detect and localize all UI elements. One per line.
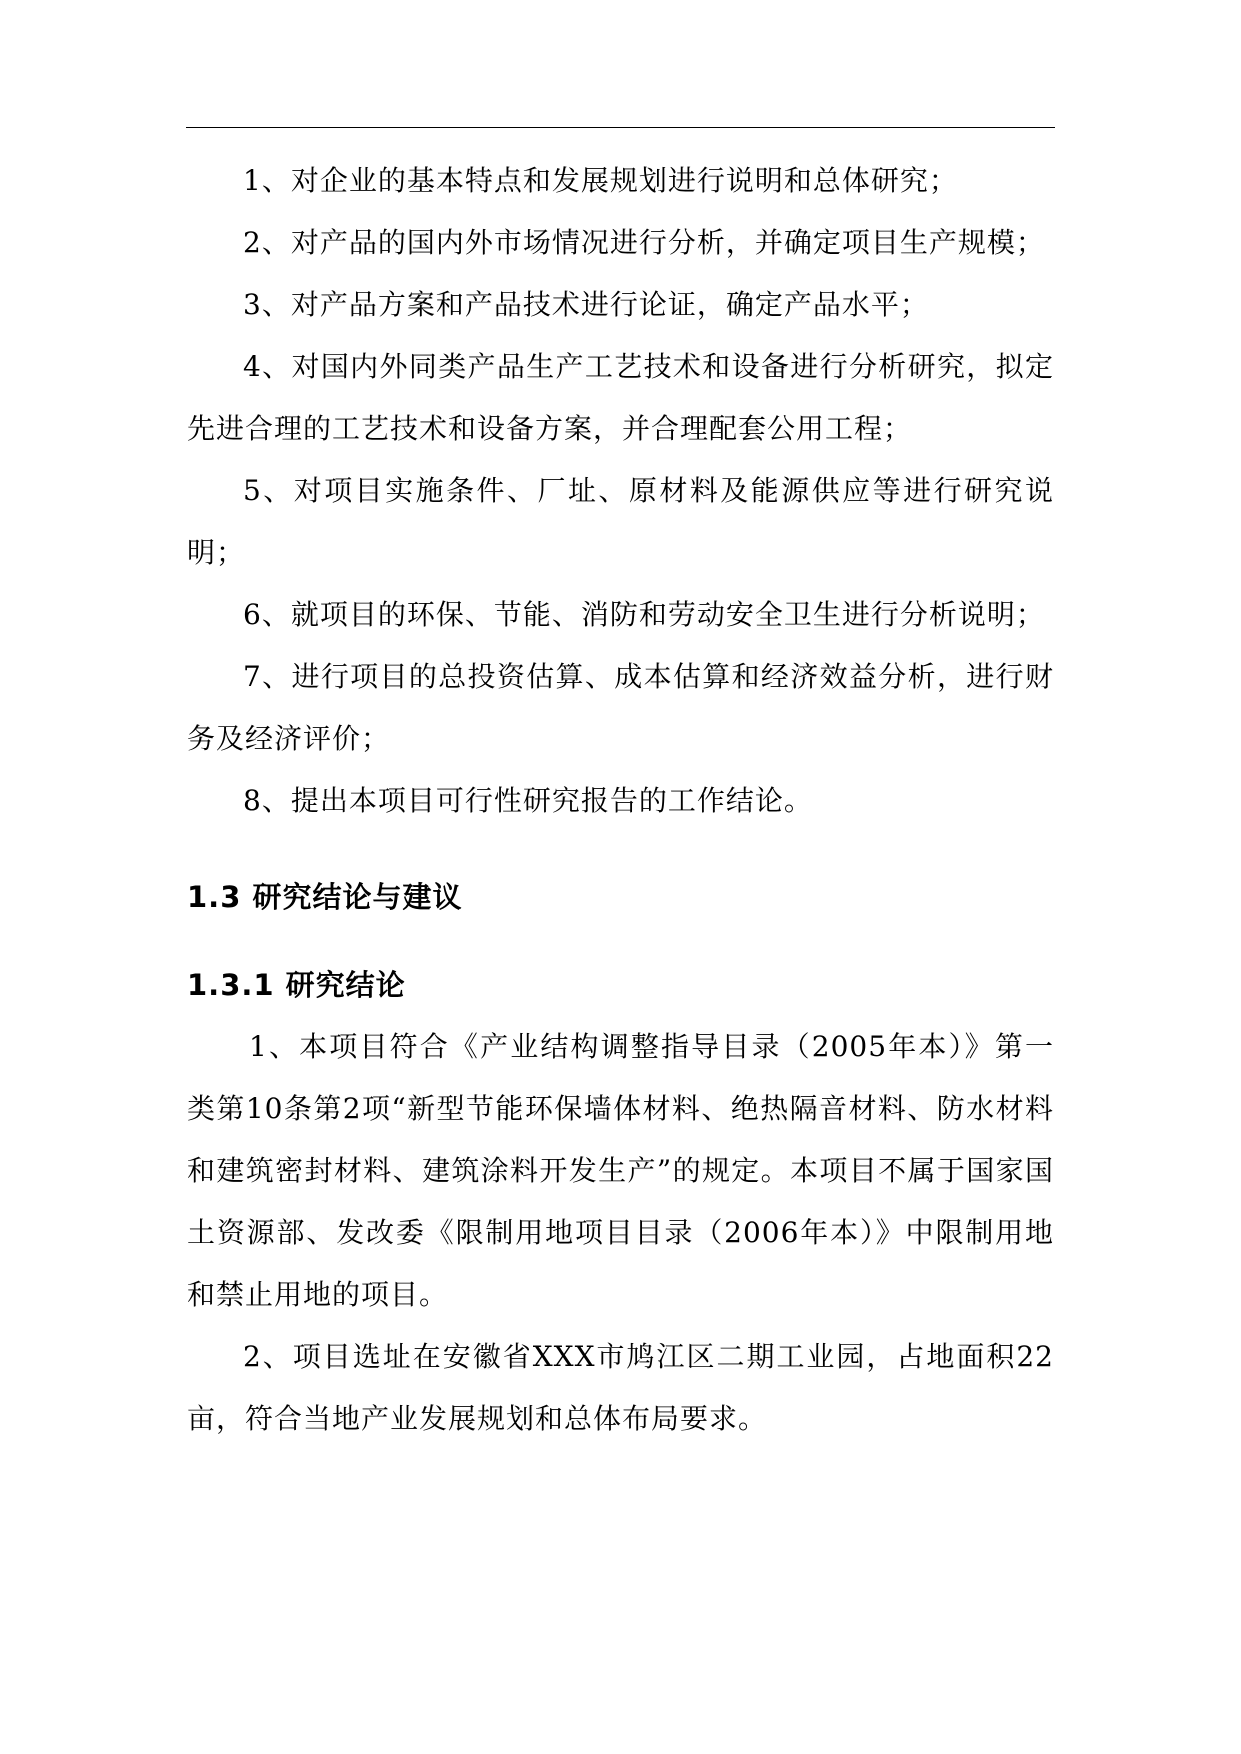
task-item-3: 3、对产品方案和产品技术进行论证，确定产品水平；: [243, 288, 929, 321]
task-item-8: 8、提出本项目可行性研究报告的工作结论。: [243, 784, 813, 817]
document-body: [187, 150, 1054, 1450]
subsection-heading: 1.3.1 研究结论: [187, 968, 406, 1002]
task-item-1: 1、对企业的基本特点和发展规划进行说明和总体研究；: [243, 164, 958, 197]
task-item-7: 7、进行项目的总投资估算、成本估算和经济效益分析，进行财务及经济评价；: [187, 660, 1054, 755]
conclusion-2: 2、项目选址在安徽省XXX市鸠江区二期工业园，占地面积22亩，符合当地产业发展规划和总体布局要求。: [187, 1340, 1054, 1435]
section-heading: 1.3 研究结论与建议: [187, 880, 463, 914]
task-item-2: 2、对产品的国内外市场情况进行分析，并确定项目生产规模；: [243, 226, 1045, 259]
task-item-4: 4、对国内外同类产品生产工艺技术和设备进行分析研究，拟定先进合理的工艺技术和设备方案，并合理配套公用工程；: [187, 350, 1054, 445]
task-item-6: 6、就项目的环保、节能、消防和劳动安全卫生进行分析说明；: [243, 598, 1045, 631]
task-item-5: 5、对项目实施条件、厂址、原材料及能源供应等进行研究说明；: [187, 474, 1054, 569]
header-rule: [186, 127, 1055, 128]
conclusion-1: 1、本项目符合《产业结构调整指导目录（2005年本）》第一类第10条第2项“新型节能环保墙体材料、绝热隔音材料、防水材料和建筑密封材料、建筑涂料开发生产”的规定。本项目不属于国家国土资源部、发改委《限制用地项目目录（2006年本）》中限制用地和禁止用地的项目。: [187, 1030, 1054, 1311]
